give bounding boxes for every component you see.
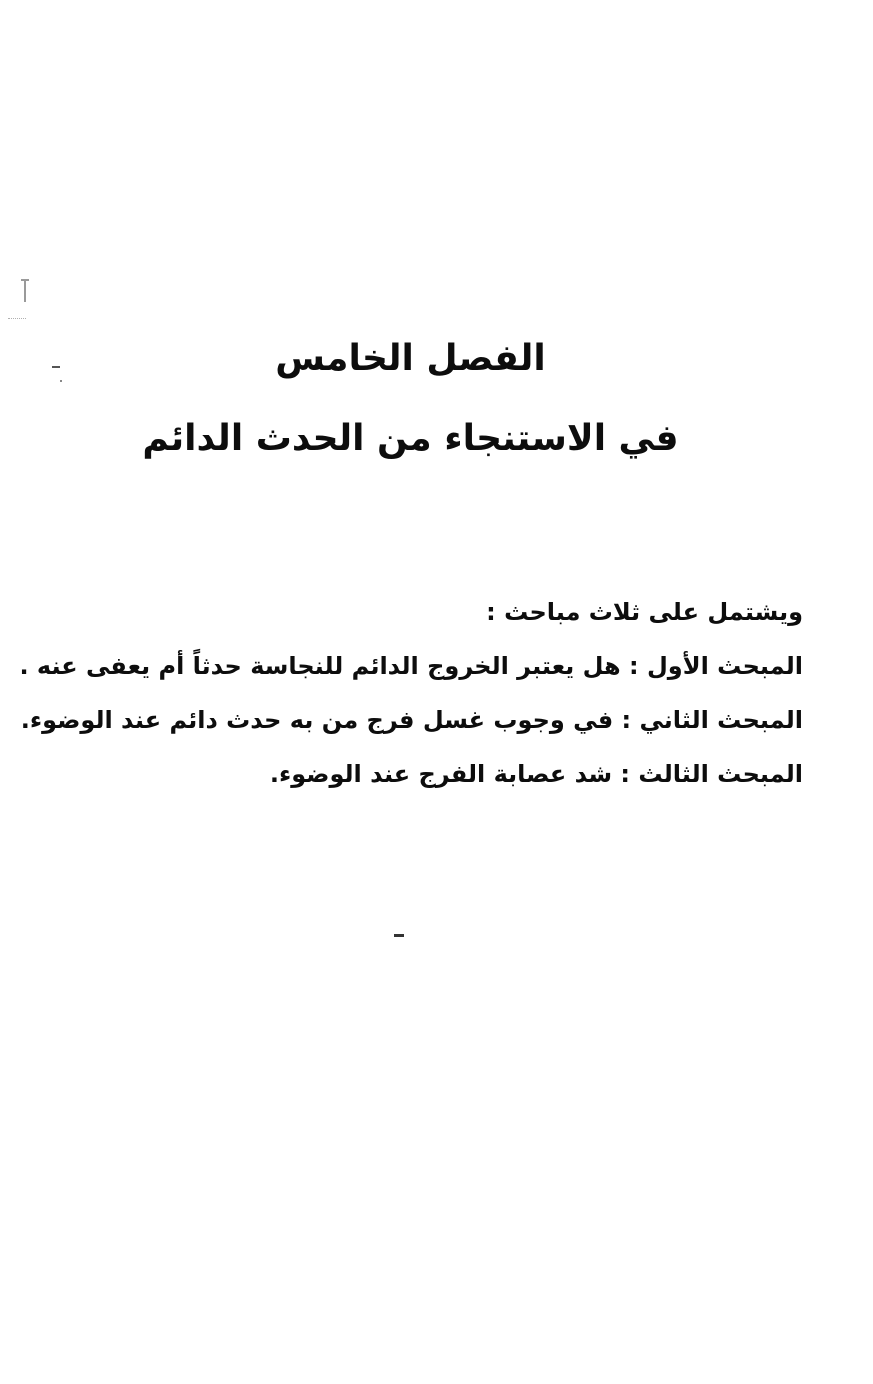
page-dash-mark [394, 934, 404, 937]
chapter-subtitle [0, 418, 873, 459]
section-item: المبحث الأول : هل يعتبر الخروج الدائم للنجاسة حدثاً أم يعفى عنه . [19, 652, 803, 680]
margin-mark [24, 280, 26, 302]
chapter-title [0, 338, 873, 379]
intro-line: ويشتمل على ثلاث مباحث : [486, 598, 803, 626]
margin-mark [60, 380, 62, 382]
chapter-contents [19, 585, 803, 801]
chapter-title-text: الفصل الخامس [275, 338, 546, 379]
section-item: المبحث الثاني : في وجوب غسل فرج من به حدث دائم عند الوضوء. [20, 706, 803, 734]
section-item: المبحث الثالث : شد عصابة الفرج عند الوضوء. [269, 760, 803, 788]
margin-mark [8, 318, 26, 322]
chapter-subtitle-text: في الاستنجاء من الحدث الدائم [142, 418, 679, 459]
